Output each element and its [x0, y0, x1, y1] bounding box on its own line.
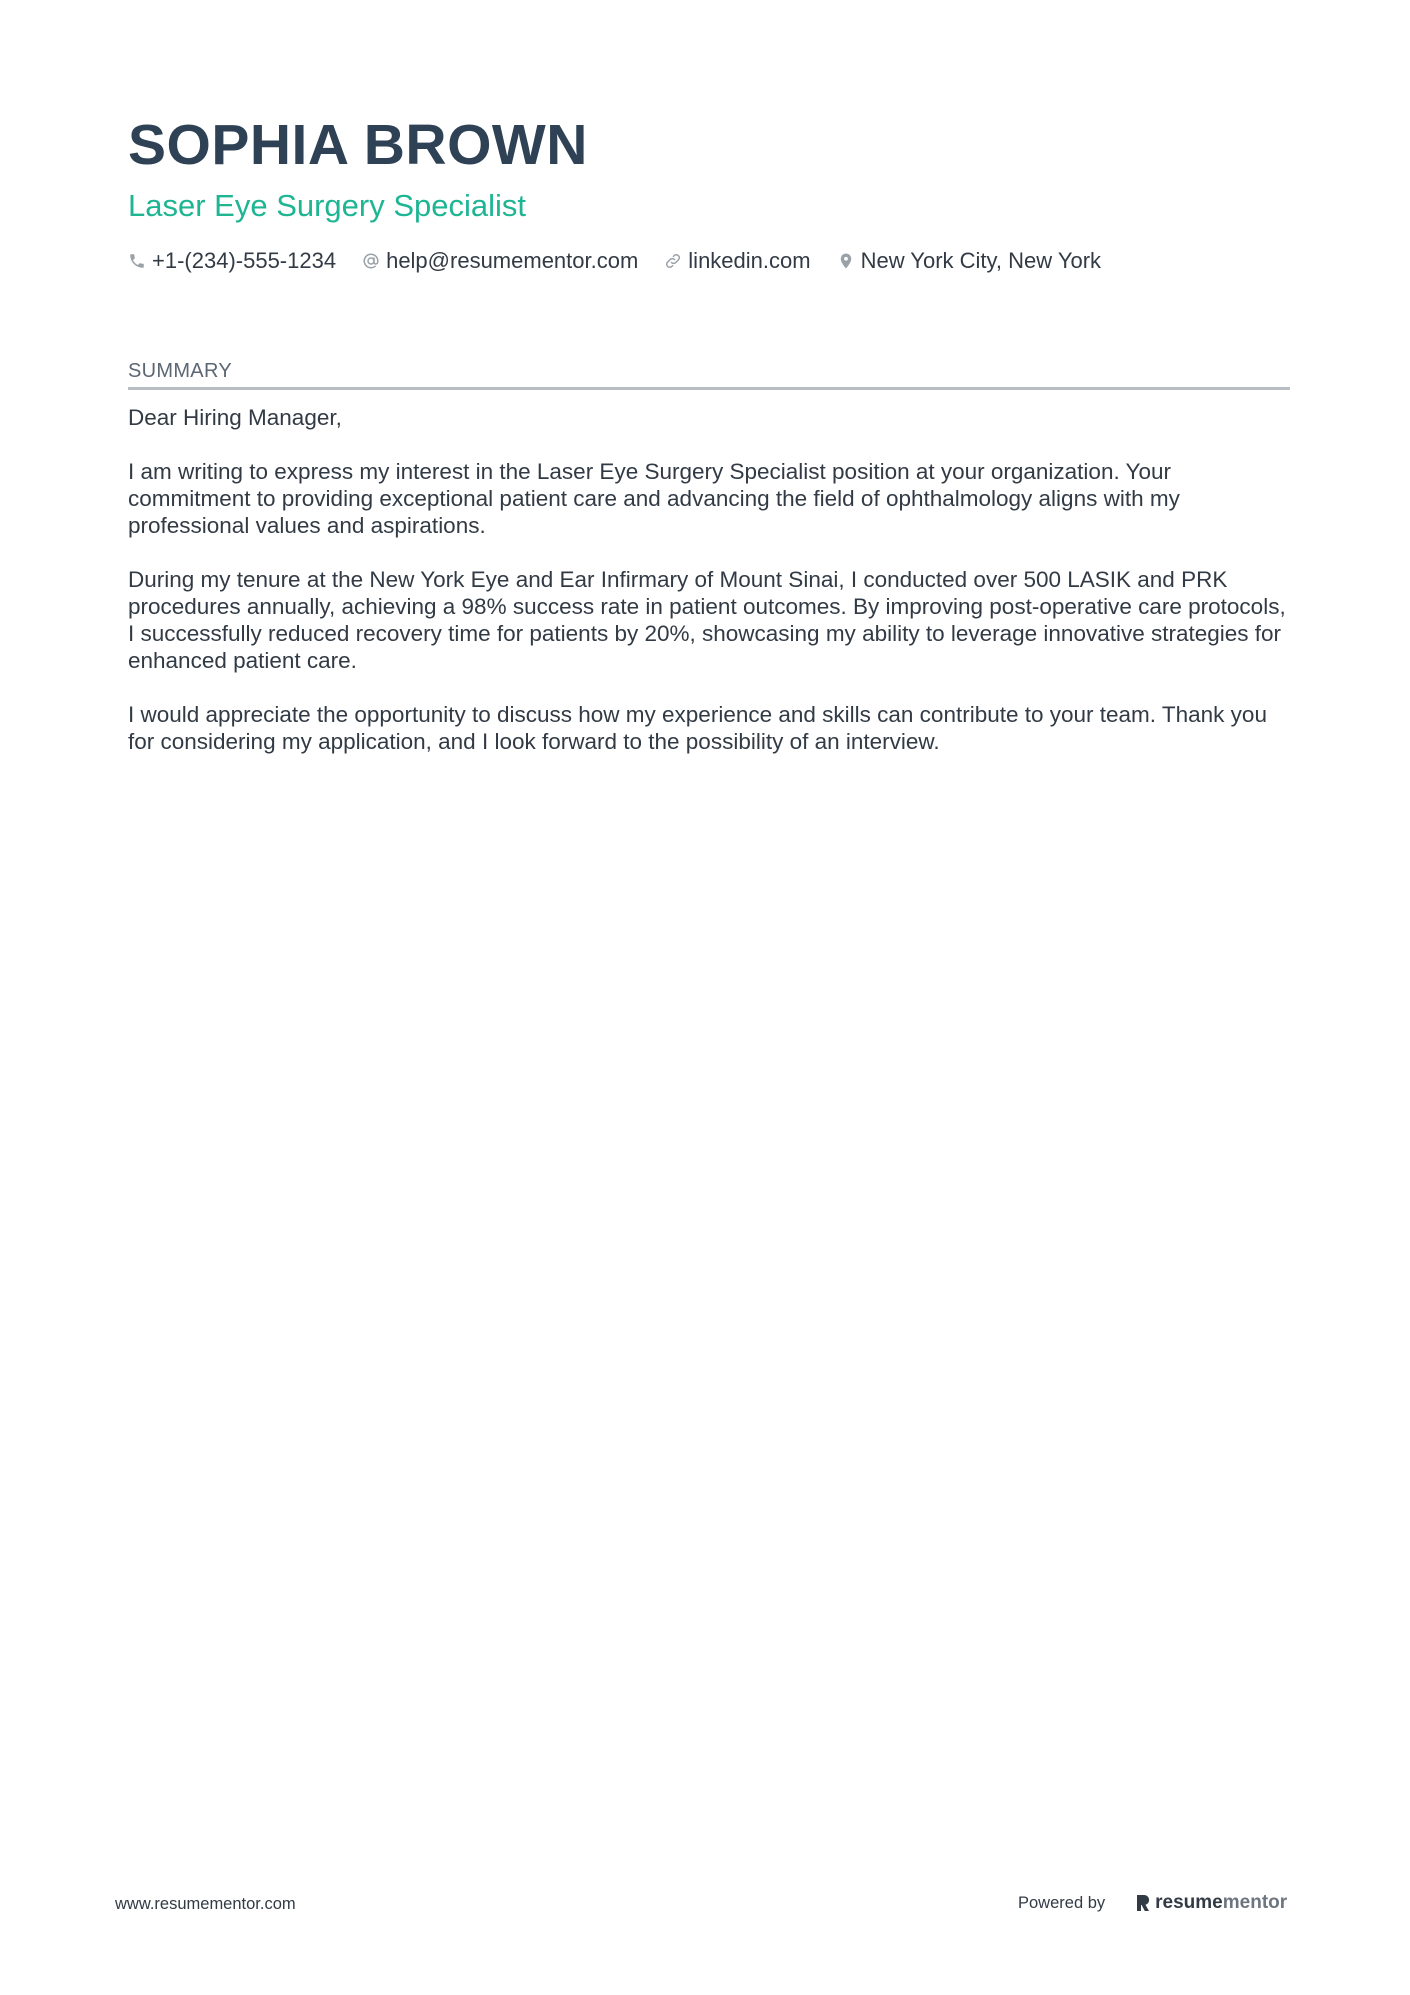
summary-section [128, 360, 1290, 782]
location-pin-icon [837, 252, 855, 270]
contact-linkedin[interactable] [664, 248, 810, 274]
job-title: Laser Eye Surgery Specialist [128, 188, 527, 223]
paragraph-2: During my tenure at the New York Eye and Ear Infirmary of Mount Sinai, I conducted over 500 LASIK and PRK procedures annually, achieving a 98% success rate in patient outcomes. By improving post-operative care protocols, I successfully reduced recovery time for patients by 20%, showcasing my ability to leverage innovative strategies for enhanced patient care. [128, 567, 1286, 673]
paragraph-3: I would appreciate the opportunity to discuss how my experience and skills can contribute to your team. Thank you for considering my application, and I look forward to the possibility of an interview. [128, 702, 1267, 754]
location-text: New York City, New York [860, 248, 1102, 273]
resumementor-logo-icon [1135, 1893, 1151, 1913]
link-icon [664, 252, 682, 270]
candidate-name: SOPHIA BROWN [128, 113, 588, 177]
brand-name-part2: mentor [1222, 1892, 1288, 1913]
footer-brand [1018, 1892, 1287, 1914]
brand-logo[interactable] [1135, 1892, 1287, 1914]
paragraph-1: I am writing to express my interest in the Laser Eye Surgery Specialist position at your organization. Your commitment to providing exceptional patient care and advancing the field of ophthalmology aligns with my professional values and aspirations. [128, 459, 1180, 538]
footer-website[interactable]: www.resumementor.com [115, 1895, 296, 1913]
contact-row [128, 248, 1288, 274]
brand-name-part1: resume [1155, 1892, 1223, 1913]
header [128, 110, 1288, 274]
contact-phone[interactable] [128, 248, 336, 274]
section-title: SUMMARY [128, 360, 1290, 390]
greeting: Dear Hiring Manager, [128, 405, 342, 430]
at-icon [362, 252, 380, 270]
phone-icon [128, 252, 146, 270]
linkedin-text: linkedin.com [688, 248, 811, 273]
contact-email[interactable] [362, 248, 638, 274]
contact-location [837, 248, 1101, 274]
letter-body [128, 404, 1290, 755]
powered-by-label: Powered by [1018, 1893, 1106, 1912]
phone-text: +1-(234)-555-1234 [152, 248, 337, 273]
email-text: help@resumementor.com [386, 248, 639, 273]
